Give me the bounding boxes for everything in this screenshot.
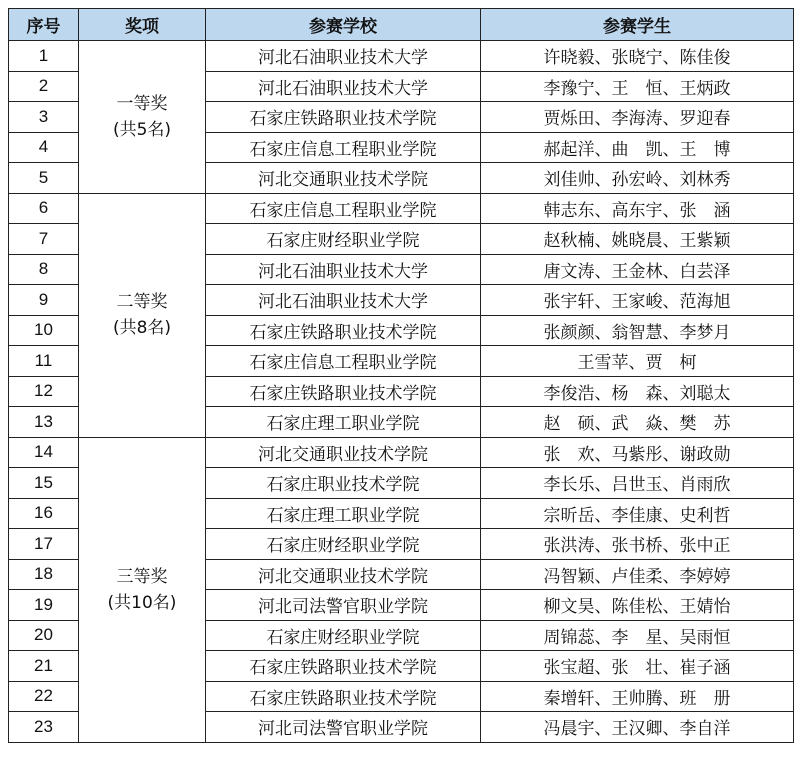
row-school: 河北交通职业技术学院: [206, 437, 481, 468]
row-students: 唐文涛、王金林、白芸泽: [481, 254, 794, 285]
row-students: 张洪涛、张书桥、张中正: [481, 529, 794, 560]
row-school: 石家庄信息工程职业学院: [206, 346, 481, 377]
award-name: 二等奖: [116, 292, 168, 312]
award-count: (共10名): [107, 592, 177, 613]
award-name: 一等奖: [116, 93, 168, 114]
row-students: 宗昕岳、李佳康、史利哲: [481, 498, 794, 529]
row-school: 河北石油职业技术大学: [206, 71, 481, 102]
row-students: 郝起洋、曲 凯、王 博: [481, 132, 794, 163]
table-row: [9, 41, 794, 72]
row-students: 柳文昊、陈佳松、王婧怡: [481, 590, 794, 621]
row-students: 赵秋楠、姚晓晨、王紫颖: [481, 224, 794, 255]
row-school: 河北司法警官职业学院: [206, 712, 481, 743]
row-students: 冯智颖、卢佳柔、李婷婷: [481, 559, 794, 590]
table-row: [9, 193, 794, 224]
table-header-row: [9, 9, 794, 41]
row-students: 李豫宁、王 恒、王炳政: [481, 71, 794, 102]
row-school: 石家庄铁路职业技术学院: [206, 315, 481, 346]
row-school: 河北交通职业技术学院: [206, 163, 481, 194]
row-students: 秦增轩、王帅腾、班 册: [481, 681, 794, 712]
table-row: [9, 437, 794, 468]
row-index: 23: [9, 712, 79, 743]
row-school: 石家庄铁路职业技术学院: [206, 102, 481, 133]
row-index: 3: [9, 102, 79, 133]
row-index: 4: [9, 132, 79, 163]
award-group-cell: [79, 437, 206, 742]
row-school: 石家庄信息工程职业学院: [206, 193, 481, 224]
row-students: 赵 硕、武 焱、樊 苏: [481, 407, 794, 438]
row-index: 2: [9, 71, 79, 102]
row-index: 6: [9, 193, 79, 224]
row-index: 17: [9, 529, 79, 560]
row-index: 14: [9, 437, 79, 468]
row-index: 16: [9, 498, 79, 529]
row-school: 石家庄信息工程职业学院: [206, 132, 481, 163]
row-index: 8: [9, 254, 79, 285]
row-students: 张宇轩、王家峻、范海旭: [481, 285, 794, 316]
row-students: 李俊浩、杨 森、刘聪太: [481, 376, 794, 407]
row-index: 21: [9, 651, 79, 682]
row-school: 石家庄财经职业学院: [206, 620, 481, 651]
row-school: 石家庄铁路职业技术学院: [206, 651, 481, 682]
header-award: 奖项: [79, 9, 206, 41]
row-school: 河北石油职业技术大学: [206, 41, 481, 72]
row-school: 石家庄财经职业学院: [206, 224, 481, 255]
row-school: 石家庄职业技术学院: [206, 468, 481, 499]
row-school: 河北石油职业技术大学: [206, 285, 481, 316]
row-school: 石家庄财经职业学院: [206, 529, 481, 560]
row-school: 石家庄理工职业学院: [206, 498, 481, 529]
award-group-cell: [79, 193, 206, 437]
row-students: 冯晨宇、王汉卿、李自洋: [481, 712, 794, 743]
header-school: 参赛学校: [206, 9, 481, 41]
row-students: 许晓毅、张晓宁、陈佳俊: [481, 41, 794, 72]
row-school: 河北司法警官职业学院: [206, 590, 481, 621]
row-index: 11: [9, 346, 79, 377]
row-index: 7: [9, 224, 79, 255]
row-school: 石家庄铁路职业技术学院: [206, 376, 481, 407]
row-index: 5: [9, 163, 79, 194]
row-students: 刘佳帅、孙宏岭、刘林秀: [481, 163, 794, 194]
row-students: 李长乐、吕世玉、肖雨欣: [481, 468, 794, 499]
row-students: 张 欢、马紫彤、谢政勋: [481, 437, 794, 468]
row-index: 20: [9, 620, 79, 651]
table-body: [9, 41, 794, 743]
row-school: 河北交通职业技术学院: [206, 559, 481, 590]
row-students: 韩志东、高东宇、张 涵: [481, 193, 794, 224]
row-index: 18: [9, 559, 79, 590]
row-school: 河北石油职业技术大学: [206, 254, 481, 285]
header-students: 参赛学生: [481, 9, 794, 41]
row-index: 12: [9, 376, 79, 407]
row-students: 贾烁田、李海涛、罗迎春: [481, 102, 794, 133]
row-index: 13: [9, 407, 79, 438]
row-index: 1: [9, 41, 79, 72]
award-name: 三等奖: [116, 566, 168, 587]
award-results-table: [8, 8, 794, 743]
row-students: 张颜颜、翁智慧、李梦月: [481, 315, 794, 346]
row-index: 10: [9, 315, 79, 346]
row-index: 9: [9, 285, 79, 316]
award-group-cell: [79, 41, 206, 194]
row-students: 张宝超、张 壮、崔子涵: [481, 651, 794, 682]
row-index: 22: [9, 681, 79, 712]
row-school: 石家庄铁路职业技术学院: [206, 681, 481, 712]
row-students: 周锦蕊、李 星、吴雨恒: [481, 620, 794, 651]
award-count: (共8名): [112, 318, 172, 338]
row-school: 石家庄理工职业学院: [206, 407, 481, 438]
award-count: (共5名): [112, 119, 172, 140]
row-index: 15: [9, 468, 79, 499]
row-students: 王雪苹、贾 柯: [481, 346, 794, 377]
header-index: 序号: [9, 9, 79, 41]
row-index: 19: [9, 590, 79, 621]
